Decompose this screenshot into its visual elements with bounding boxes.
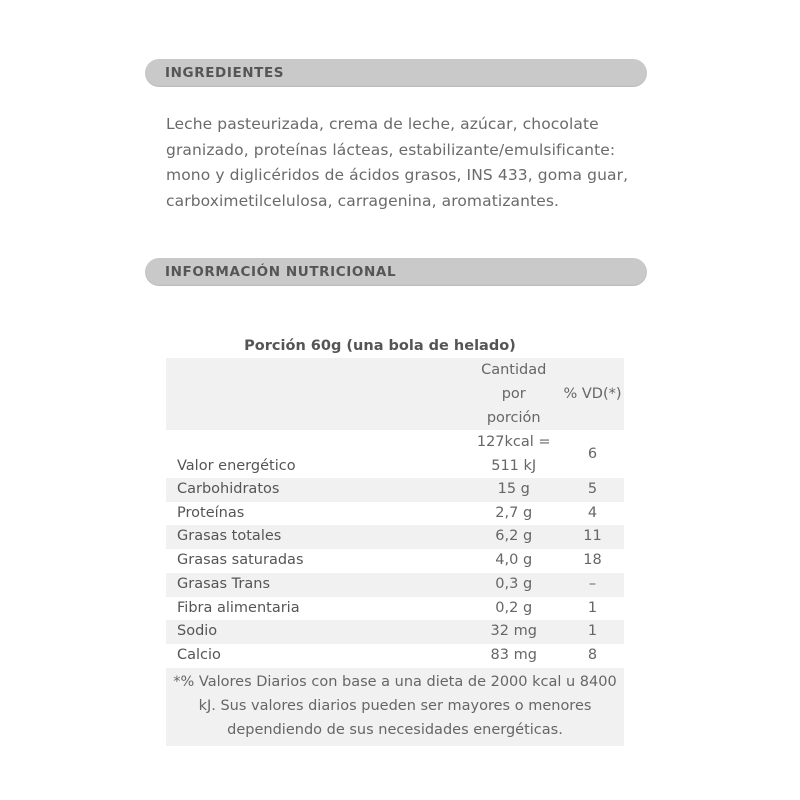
nutrient-name: Valor energético — [166, 430, 466, 478]
nutrient-daily-value: 18 — [583, 552, 602, 569]
energy-kj: 511 kJ — [491, 458, 537, 474]
table-row — [166, 597, 624, 621]
nutrient-quantity: 0,2 g — [495, 599, 533, 616]
nutrient-quantity: 6,2 g — [466, 525, 561, 549]
nutrient-name: Grasas saturadas — [177, 552, 304, 569]
nutrient-quantity: 4,0 g — [495, 552, 533, 569]
nutrient-name: Calcio — [177, 646, 221, 663]
nutrient-daily-value: 4 — [587, 504, 598, 521]
table-header-row — [166, 358, 624, 430]
nutrient-quantity: 2,7 g — [495, 504, 533, 521]
nutrient-daily-value: 11 — [561, 525, 624, 549]
nutrient-quantity: 15 g — [466, 478, 561, 502]
nutrition-section-header — [145, 258, 647, 286]
table-footnote-row — [166, 668, 624, 746]
nutrient-daily-value: 1 — [587, 599, 598, 616]
nutrient-quantity: 0,3 g — [466, 573, 561, 597]
nutrient-name: Sodio — [166, 620, 466, 644]
footnote: *% Valores Diarios con base a una dieta de 2000 kcal u 8400 kJ. Sus valores diarios pueden ser mayores o menores dependiendo de sus necesidades energéticas. — [166, 668, 624, 746]
nutrient-quantity — [466, 430, 561, 478]
table-row-energy — [166, 430, 624, 478]
header-nutrient-cell — [166, 358, 466, 430]
table-row — [166, 644, 624, 668]
table-row — [166, 478, 624, 502]
nutrient-daily-value: 6 — [561, 430, 624, 478]
nutrient-name: Fibra alimentaria — [177, 599, 300, 616]
table-row — [166, 549, 624, 573]
nutrition-facts — [166, 334, 624, 746]
energy-kcal: 127kcal = — [476, 434, 551, 450]
nutrition-table — [166, 358, 624, 746]
table-row — [166, 525, 624, 549]
ingredients-section-header — [145, 59, 647, 87]
nutrient-daily-value: – — [561, 573, 624, 597]
nutrient-daily-value: 8 — [587, 646, 598, 663]
nutrient-quantity: 83 mg — [490, 646, 537, 663]
header-daily-value: % VD(*) — [561, 358, 624, 430]
nutrient-name: Proteínas — [177, 504, 245, 521]
header-quantity-line: porción — [486, 410, 541, 426]
table-row — [166, 502, 624, 526]
nutrition-title: INFORMACIÓN NUTRICIONAL — [165, 264, 397, 280]
nutrient-name: Carbohidratos — [166, 478, 466, 502]
nutrient-name: Grasas totales — [166, 525, 466, 549]
header-quantity — [466, 358, 561, 430]
table-row — [166, 620, 624, 644]
nutrient-quantity: 32 mg — [466, 620, 561, 644]
nutrient-name: Grasas Trans — [166, 573, 466, 597]
table-row — [166, 573, 624, 597]
nutrient-daily-value: 1 — [561, 620, 624, 644]
header-quantity-line: por — [501, 386, 526, 402]
ingredients-text: Leche pasteurizada, crema de leche, azúcar, chocolate granizado, proteínas lácteas, estabilizante/emulsificante: mono y diglicéridos de ácidos grasos, INS 433, goma guar, carboximetilcelulosa, carragenina, aromatizantes. — [166, 115, 629, 210]
portion-size: Porción 60g (una bola de helado) — [244, 338, 516, 354]
header-quantity-line: Cantidad — [481, 362, 547, 378]
nutrient-daily-value: 5 — [561, 478, 624, 502]
ingredients-title: INGREDIENTES — [165, 65, 285, 81]
